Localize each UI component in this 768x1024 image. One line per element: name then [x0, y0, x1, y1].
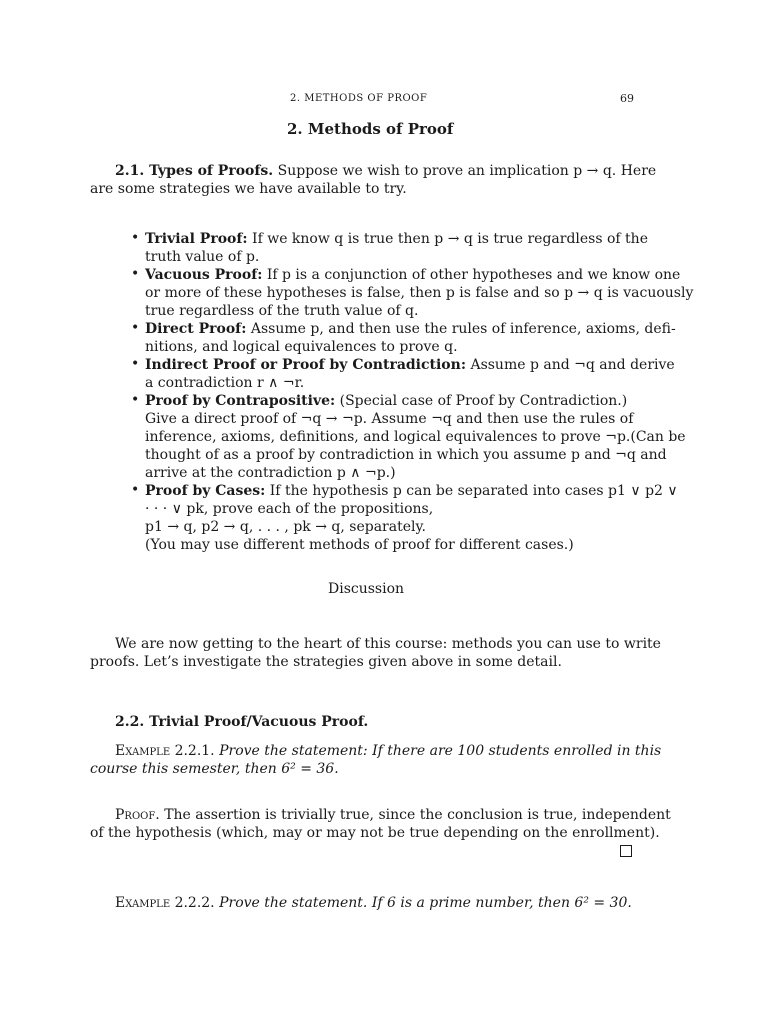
strategy-line: (You may use different methods of proof for different cases.)	[145, 537, 574, 553]
qed-box-icon	[620, 845, 632, 857]
strategy-line: or more of these hypotheses is false, then p is false and so p → q is vacuously	[145, 285, 694, 301]
bullet-mark: •	[131, 320, 140, 336]
strategy-line: If we know q is true then p → q is true regardless of the	[252, 231, 648, 247]
strategy-line: true regardless of the truth value of q.	[145, 303, 419, 319]
intro-line-1: Suppose we wish to prove an implication p → q. Here	[277, 163, 657, 179]
discussion-title: Discussion	[328, 581, 405, 597]
running-header: 2. METHODS OF PROOF	[290, 93, 428, 104]
subsection-2-heading: 2.2. Trivial Proof/Vacuous Proof.	[115, 714, 369, 730]
strategy-name: Trivial Proof:	[145, 231, 248, 247]
page-number: 69	[620, 92, 634, 105]
subsection-1-intro	[115, 162, 656, 180]
bullet-mark: •	[131, 356, 140, 372]
discussion-line-1: We are now getting to the heart of this course: methods you can use to write	[115, 636, 661, 652]
strategy-line: truth value of p.	[145, 249, 260, 265]
example-text: Prove the statement. If 6 is a prime number, then 6² = 30.	[219, 895, 632, 911]
strategy-line: Give a direct proof of ¬q → ¬p. Assume ¬q and then use the rules of	[145, 411, 634, 427]
strategy-line: Assume p, and then use the rules of inference, axioms, defi-	[250, 321, 676, 337]
bullet-mark: •	[131, 482, 140, 498]
bullet-mark: •	[131, 230, 140, 246]
example-label: Example 2.2.2.	[115, 895, 215, 911]
discussion-line-2: proofs. Let’s investigate the strategies given above in some detail.	[90, 654, 562, 670]
strategy-line: p1 → q, p2 → q, . . . , pk → q, separately.	[145, 519, 426, 535]
subsection-1-heading: 2.1. Types of Proofs.	[115, 163, 274, 179]
example-1	[115, 742, 661, 760]
strategy-line: nitions, and logical equivalences to prove q.	[145, 339, 458, 355]
strategy-line: inference, axioms, definitions, and logical equivalences to prove ¬p.(Can be	[145, 429, 686, 445]
strategy-line: thought of as a proof by contradiction in which you assume p and ¬q and	[145, 447, 667, 463]
proof-1	[115, 806, 671, 824]
section-title: 2. Methods of Proof	[287, 120, 454, 138]
strategy-cases	[145, 482, 678, 500]
strategy-line: If the hypothesis p can be separated into cases p1 ∨ p2 ∨	[269, 483, 678, 499]
example-2	[115, 894, 632, 912]
example-text: course this semester, then 6² = 36.	[90, 761, 339, 777]
proof-text: of the hypothesis (which, may or may not be true depending on the enrollment).	[90, 825, 660, 841]
example-text: Prove the statement: If there are 100 students enrolled in this	[219, 743, 662, 759]
strategy-line: arrive at the contradiction p ∧ ¬p.)	[145, 465, 396, 481]
strategy-indirect	[145, 356, 675, 374]
strategy-vacuous	[145, 266, 680, 284]
strategy-line: Assume p and ¬q and derive	[470, 357, 675, 373]
intro-line-2: are some strategies we have available to try.	[90, 181, 407, 197]
strategy-direct	[145, 320, 676, 338]
bullet-mark: •	[131, 266, 140, 282]
strategy-name: Direct Proof:	[145, 321, 247, 337]
proof-text: The assertion is trivially true, since the conclusion is true, independent	[164, 807, 671, 823]
strategy-line: (Special case of Proof by Contradiction.)	[339, 393, 628, 409]
strategy-contrapositive	[145, 392, 627, 410]
strategy-trivial	[145, 230, 648, 248]
strategy-line: a contradiction r ∧ ¬r.	[145, 375, 305, 391]
strategy-name: Indirect Proof or Proof by Contradiction:	[145, 357, 466, 373]
bullet-mark: •	[131, 392, 140, 408]
strategy-line: · · · ∨ pk, prove each of the propositions,	[145, 501, 434, 517]
example-label: Example 2.2.1.	[115, 743, 215, 759]
strategy-line: If p is a conjunction of other hypotheses and we know one	[266, 267, 681, 283]
strategy-name: Proof by Contrapositive:	[145, 393, 336, 409]
strategy-name: Vacuous Proof:	[145, 267, 263, 283]
proof-label: Proof.	[115, 807, 160, 823]
strategy-name: Proof by Cases:	[145, 483, 266, 499]
